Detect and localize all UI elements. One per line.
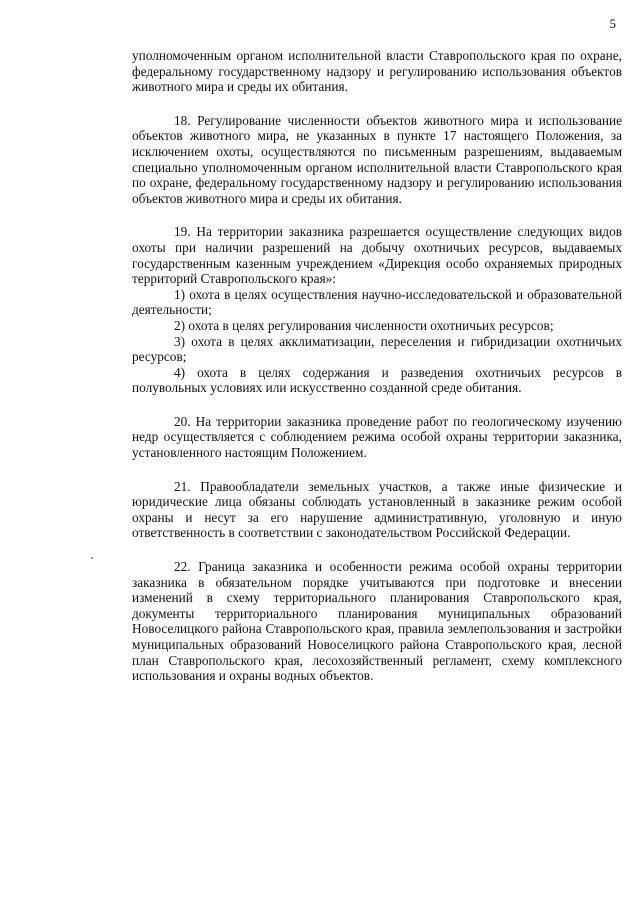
paragraph-gap: [132, 461, 622, 479]
paragraph-gap: [132, 206, 622, 224]
paragraph-19-item-3: 3) охота в целях акклиматизации, переселения и гибридизации охотничьих ресурсов;: [132, 333, 622, 365]
paragraph-19: 19. На территории заказника разрешается осуществление следующих видов охоты при наличии разрешений на добычу охотничьих ресурсов, выдаваемых государственным казенным учреждением «Дирекция особо охраняемых природных территорий Ставропольского края»:: [132, 224, 622, 287]
paragraph-gap: [132, 95, 622, 113]
paragraph-19-item-1: 1) охота в целях осуществления научно-исследовательской и образовательной деятельности;: [132, 286, 622, 318]
paragraph-21: 21. Правообладатели земельных участков, а также иные физические и юридические лица обязаны соблюдать установленный в заказнике режим особой охраны и несут за его нарушение административную, уголовную и иную ответственность в соответствии с законодательством Российской Федерации.: [132, 478, 622, 541]
paragraph-19-item-4: 4) охота в целях содержания и разведения охотничьих ресурсов в полувольных условиях или искусственно созданной среде обитания.: [132, 364, 622, 396]
paragraph-19-item-2: 2) охота в целях регулирования численности охотничьих ресурсов;: [174, 317, 554, 333]
paragraph-gap: [132, 396, 622, 414]
page-number: 5: [609, 16, 616, 31]
paragraph-22: 22. Граница заказника и особенности режима особой охраны территории заказника в обязательном порядке учитываются при подготовке и внесении изменений в схему территориального планирования Ставропольского края, документы территориального планирования муниципальных образований Новоселицкого района Ставропольского края, правила землепользования и застройки муниципальных образований Новоселицкого района Ставропольского края, лесной план Ставропольского края, лесохозяйственный регламент, схему комплексного использования и охраны водных объектов.: [132, 559, 622, 684]
document-body: [132, 48, 622, 684]
paragraph-18: 18. Регулирование численности объектов животного мира и использование объектов животного мира, не указанных в пункте 17 настоящего Положения, за исключением охоты, осуществляются по письменным разрешениям, выдаваемым специально уполномоченным органом исполнительной власти Ставропольского края по охране, федеральному государственному надзору и регулированию использования объектов животного мира и среды их обитания.: [132, 112, 622, 206]
paragraph-20: 20. На территории заказника проведение работ по геологическому изучению недр осуществляется с соблюдением режима особой охраны территории заказника, установленного настоящим Положением.: [132, 413, 622, 461]
paragraph-continuation: уполномоченным органом исполнительной власти Ставропольского края по охране, федеральному государственному надзору и регулированию использования объектов животного мира и среды их обитания.: [132, 48, 622, 95]
scan-speck: [91, 557, 93, 559]
paragraph-gap: [132, 541, 622, 559]
